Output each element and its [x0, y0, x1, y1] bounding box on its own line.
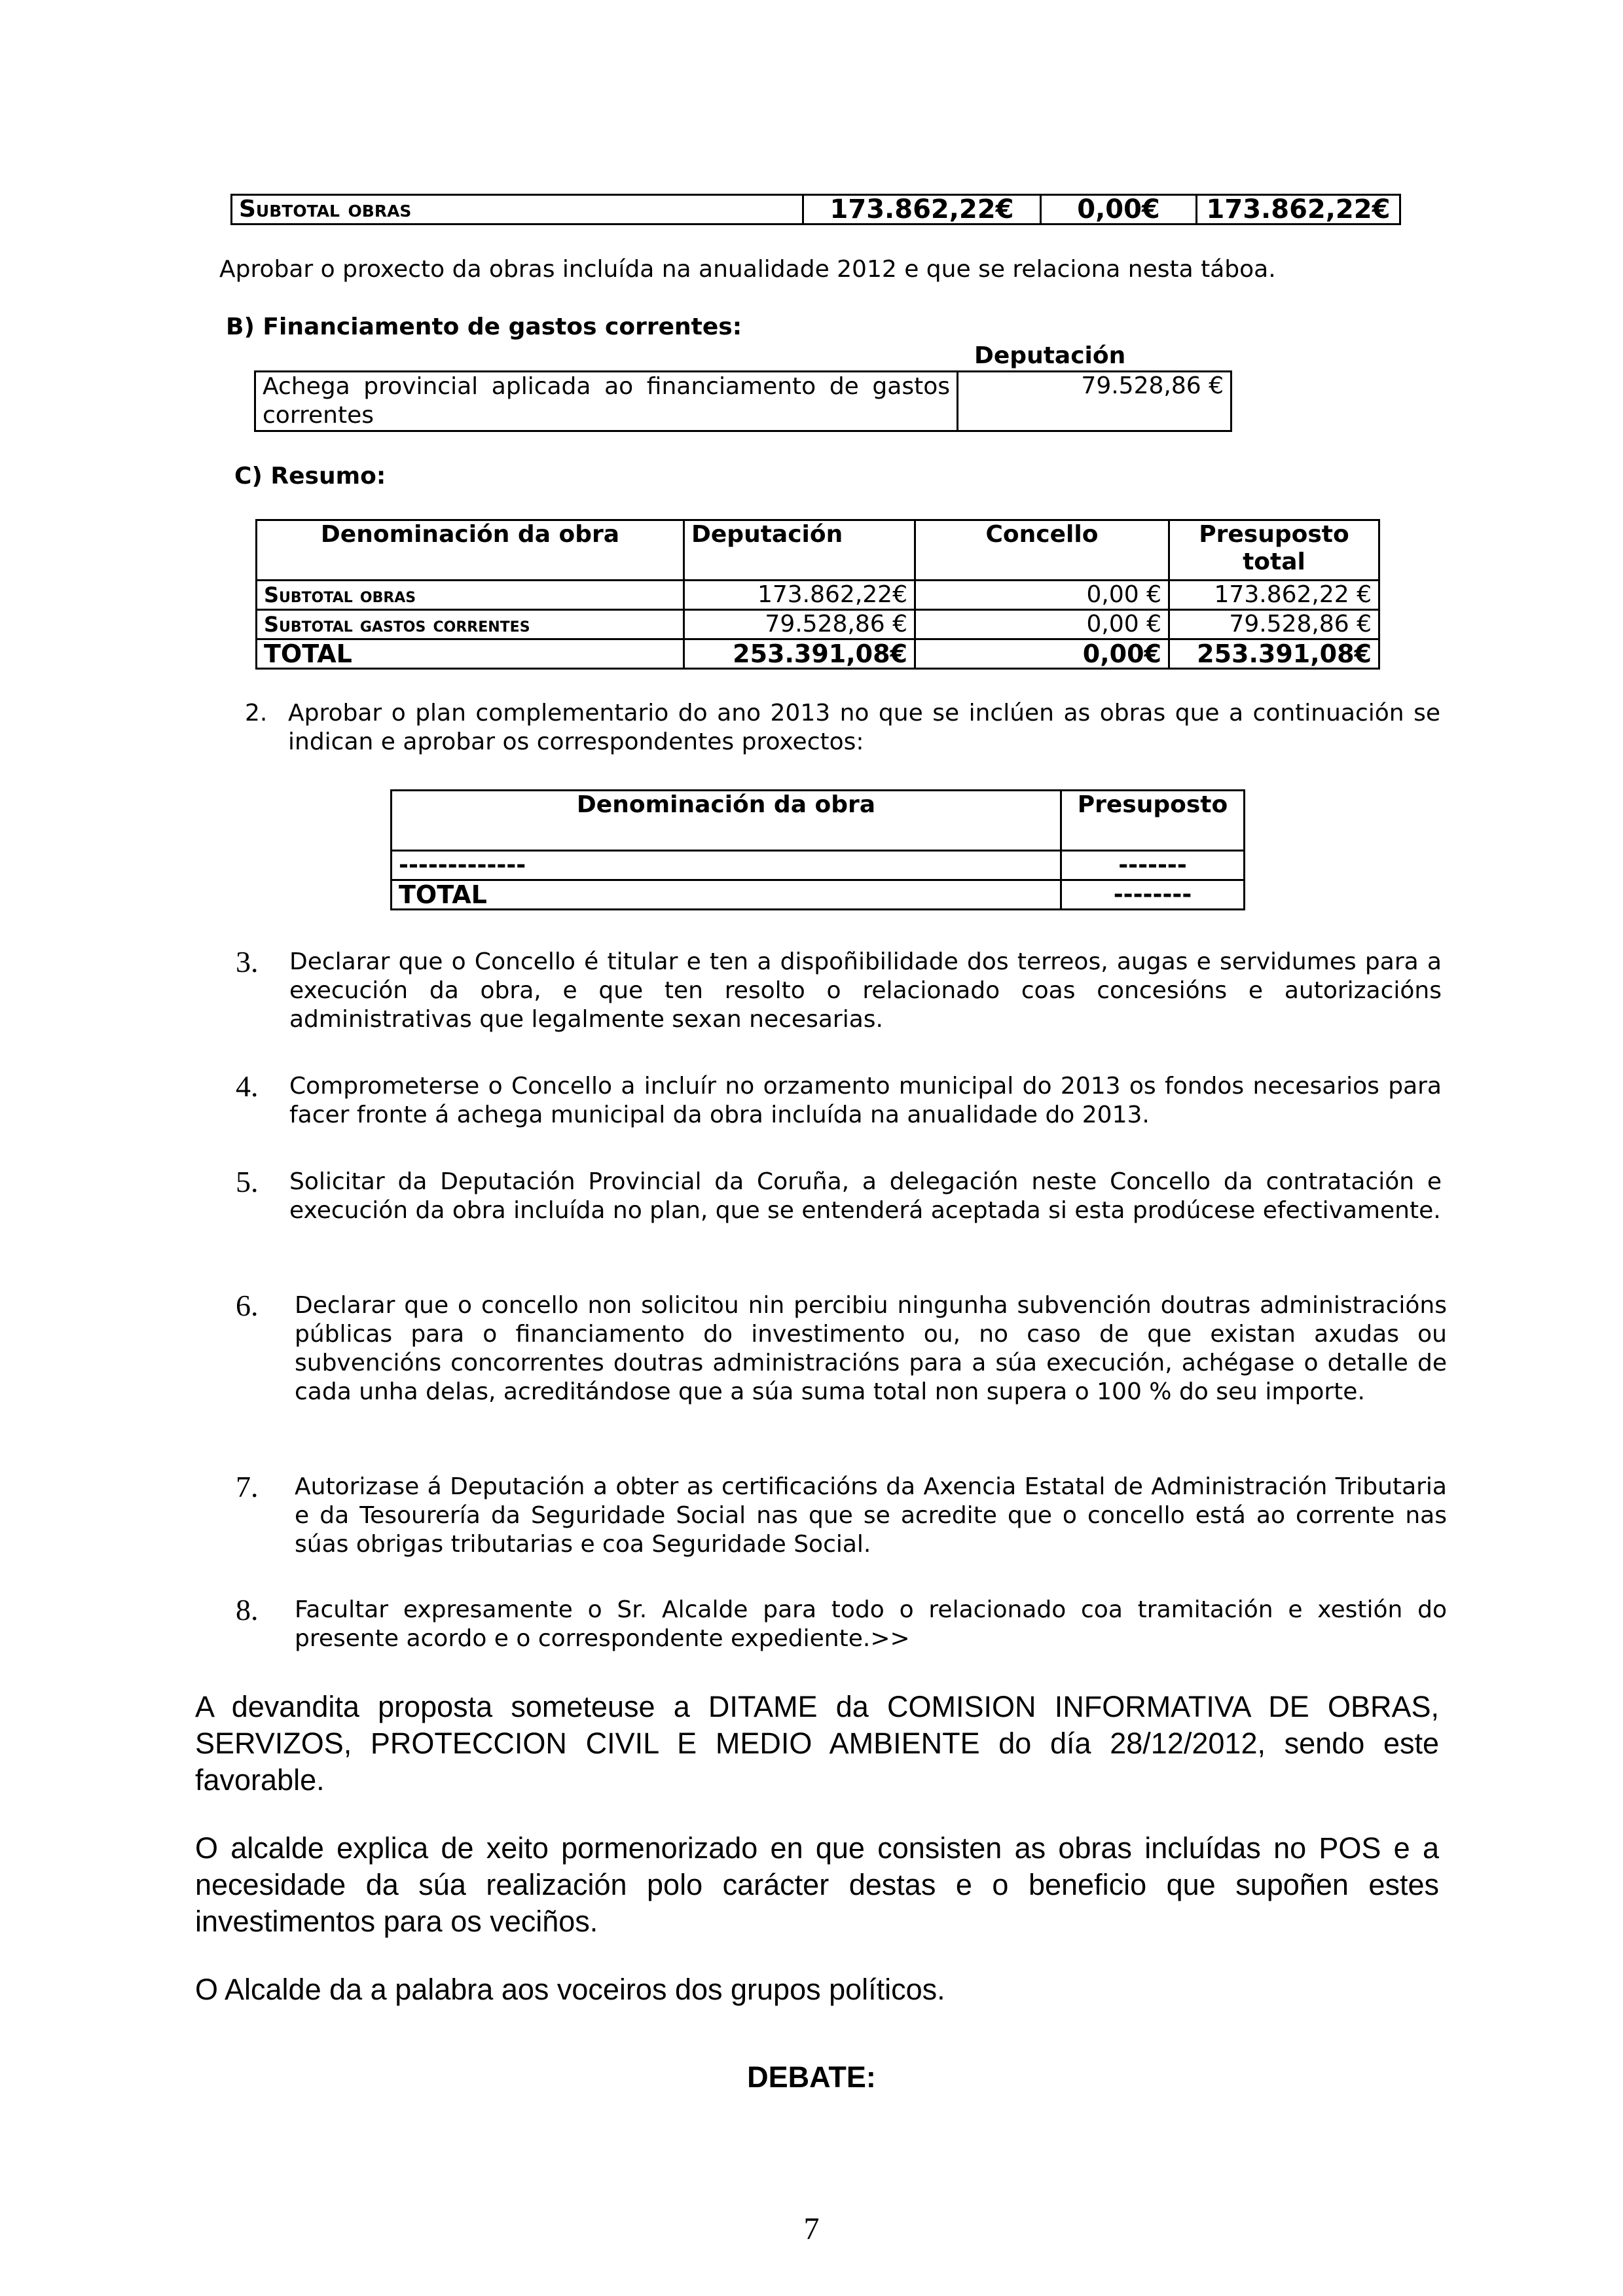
item-number: 6. [236, 1289, 259, 1322]
subtotal-c1: 173.862,22€ [803, 195, 1041, 224]
plan-header-denominacion: Denominación da obra [392, 791, 1061, 851]
resumo-row-label: Subtotal obras [257, 581, 684, 610]
resumo-total-deputacion: 253.391,08€ [684, 639, 915, 669]
table-row [257, 610, 1379, 639]
resumo-total-total: 253.391,08€ [1169, 639, 1379, 669]
item-text: Comprometerse o Concello a incluír no orzamento municipal do 2013 os fondos necesarios para facer fronte á achega municipal da obra incluída na anualidade do 2013. [289, 1073, 1442, 1128]
resumo-row-concello: 0,00 € [915, 581, 1169, 610]
subtotal-c2: 0,00€ [1041, 195, 1197, 224]
resumo-row-total: 173.862,22 € [1169, 581, 1379, 610]
resumo-header-deputacion: Deputación [684, 520, 915, 581]
resumo-row-deputacion: 79.528,86 € [684, 610, 915, 639]
subtotal-obras-table [230, 194, 1401, 225]
item-text: Solicitar da Deputación Provincial da Coruña, a delegación neste Concello da contratación e execución da obra incluída no plan, que se entenderá aceptada si esta prodúcese efectivamente. [289, 1168, 1442, 1224]
resumo-row-deputacion: 173.862,22€ [684, 581, 915, 610]
paragraph-explicacion: O alcalde explica de xeito pormenorizado en que consisten as obras incluídas no POS e a necesidade da súa realización polo carácter destas e o beneficio que supoñen estes investimentos para os veciños. [195, 1831, 1439, 1938]
item-number: 8. [236, 1593, 259, 1626]
item-text: Declarar que o concello non solicitou nin percibiu ningunha subvención doutras administracións públicas para o financiamento do investimento ou, no caso de que existan axudas ou subvencións concorrentes doutras administracións para a súa execución, achégase o detalle de cada unha delas, acreditándose que a súa suma total non supera o 100 % do seu importe. [295, 1292, 1447, 1405]
item-text: Declarar que o Concello é titular e ten a dispoñibilidade dos terreos, augas e servidumes para a execución da obra, e que ten resolto o relacionado coas concesións e autorizacións administrativas que legalmente sexan necesarias. [289, 948, 1442, 1033]
resumo-row-concello: 0,00 € [915, 610, 1169, 639]
plan-total-value: -------- [1061, 880, 1245, 910]
subtotal-c3: 173.862,22€ [1197, 195, 1400, 224]
plan-complementario-table [390, 789, 1245, 910]
item-text: Facultar expresamente o Sr. Alcalde para todo o relacionado coa tramitación e xestión do presente acordo e o correspondente expediente.>> [295, 1596, 1447, 1652]
table-row-total [257, 639, 1379, 669]
section-b-column-header: Deputación [974, 342, 1126, 369]
subtotal-label: Subtotal obras [232, 195, 803, 224]
approve-text: Aprobar o proxecto da obras incluída na anualidade 2012 e que se relaciona nesta táboa. [219, 256, 1276, 283]
resumo-total-concello: 0,00€ [915, 639, 1169, 669]
paragraph-palabra: O Alcalde da a palabra aos voceiros dos grupos políticos. [195, 1973, 945, 2006]
resumo-row-label: Subtotal gastos correntes [257, 610, 684, 639]
item-2-number: 2. [245, 700, 268, 726]
item-2-text: Aprobar o plan complementario do ano 2013 no que se inclúen as obras que a continuación se indican e aprobar os correspondentes proxectos: [288, 700, 1440, 755]
section-b-heading: B) Financiamento de gastos correntes: [226, 314, 742, 340]
plan-row-label: ------------- [392, 851, 1061, 880]
table-row [257, 581, 1379, 610]
table-row-total [392, 880, 1245, 910]
resumo-row-total: 79.528,86 € [1169, 610, 1379, 639]
plan-row-value: ------- [1061, 851, 1245, 880]
resumo-table [255, 519, 1380, 670]
item-number: 3. [236, 945, 259, 978]
item-text: Autorizase á Deputación a obter as certificacións da Axencia Estatal de Administración Tributaria e da Tesourería da Seguridade Social nas que se acredite que o concello está ao corrente nas súas obrigas tributarias e coa Seguridade Social. [295, 1473, 1447, 1558]
item-number: 7. [236, 1470, 259, 1503]
item-number: 5. [236, 1165, 259, 1198]
financiamento-value: 79.528,86 € [958, 372, 1231, 431]
section-c-heading: C) Resumo: [234, 463, 386, 490]
plan-header-presuposto: Presuposto [1061, 791, 1245, 851]
financiamento-table [254, 370, 1232, 432]
plan-total-label: TOTAL [392, 880, 1061, 910]
resumo-header-denominacion: Denominación da obra [257, 520, 684, 581]
paragraph-ditame: A devandita proposta someteuse a DITAME da COMISION INFORMATIVA DE OBRAS, SERVIZOS, PROTECCION CIVIL E MEDIO AMBIENTE do día 28/12/2012, sendo este favorable. [195, 1690, 1439, 1797]
table-row [392, 851, 1245, 880]
item-number: 4. [236, 1069, 259, 1103]
resumo-total-label: TOTAL [257, 639, 684, 669]
page-number: 7 [803, 2212, 820, 2246]
resumo-header-total: Presuposto total [1169, 520, 1379, 581]
debate-heading: DEBATE: [747, 2060, 876, 2094]
financiamento-label: Achega provincial aplicada ao financiamento de gastos correntes [255, 372, 958, 431]
resumo-header-concello: Concello [915, 520, 1169, 581]
